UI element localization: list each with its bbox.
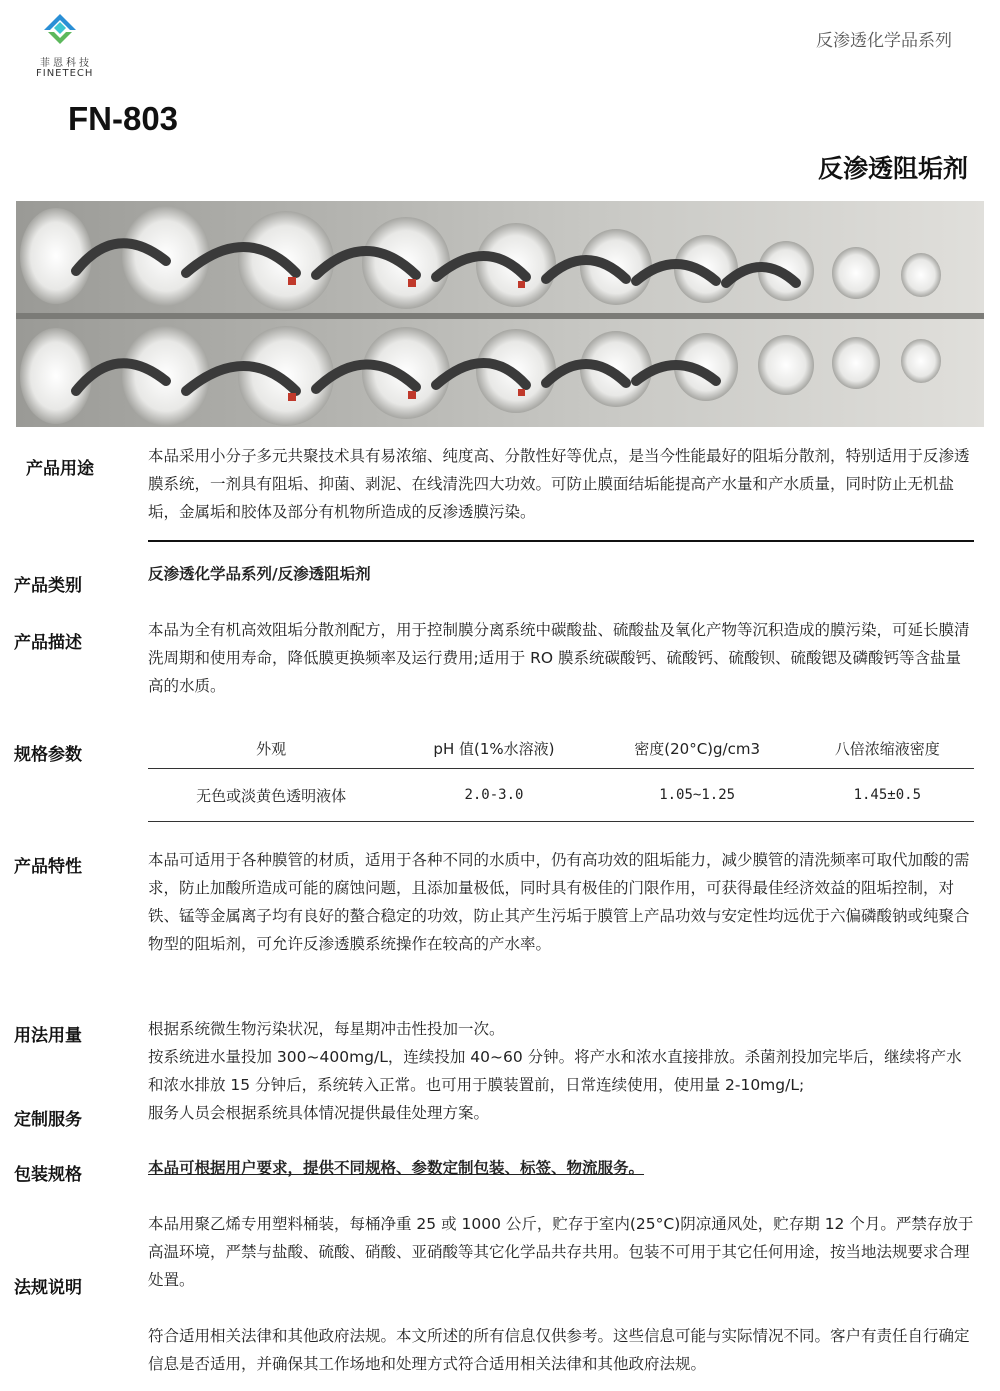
category-label: 产品类别 <box>14 576 82 596</box>
spec-value-appearance: 无色或淡黄色透明液体 <box>148 769 394 822</box>
usage-text: 本品采用小分子多元共聚技术具有易浓缩、纯度高、分散性好等优点，是当今性能最好的阻垢分散剂，特别适用于反渗透膜系统，一剂具有阻垢、抑菌、剥泥、在线清洗四大功效。可防止膜面结垢能提高产水量和产水质量，同时防止无机盐垢，金属垢和胶体及部分有机物所造成的反渗透膜污染。 <box>148 447 970 521</box>
spec-value-row <box>148 769 974 822</box>
packaging-text: 本品可根据用户要求，提供不同规格、参数定制包装、标签、物流服务。 <box>148 1159 645 1177</box>
usage-label: 产品用途 <box>26 459 94 479</box>
dosage-text <box>148 1015 974 1127</box>
spec-header-ph: pH 值(1%水溶液) <box>394 728 593 769</box>
product-code: FN-803 <box>68 100 179 137</box>
logo-chinese-name: 菲恩科技 <box>40 58 92 69</box>
spec-header-row <box>148 728 974 769</box>
logo-english-name: FINETECH <box>36 68 94 79</box>
section-divider <box>148 540 974 542</box>
dosage-line-3: 服务人员会根据系统具体情况提供最佳处理方案。 <box>148 1104 490 1122</box>
product-title: 反渗透阻垢剂 <box>817 154 968 183</box>
packaging-label: 包装规格 <box>14 1165 82 1185</box>
spec-header-concentrate-density: 八倍浓缩液密度 <box>801 728 974 769</box>
custom-service-label: 定制服务 <box>14 1110 82 1130</box>
spec-value-density: 1.05~1.25 <box>594 769 801 822</box>
features-label: 产品特性 <box>14 857 82 877</box>
features-text: 本品可适用于各种膜管的材质，适用于各种不同的水质中，仍有高功效的阻垢能力，减少膜管的清洗频率可取代加酸的需求，防止加酸所造成可能的腐蚀问题，且添加量极低，同时具有极佳的门限作用，可获得最佳经济效益的阻垢控制，对铁、锰等金属离子均有良好的螯合稳定的功效，防止其产生污垢于膜管上产品功效与安定性均远优于六偏磷酸钠或纯聚合物型的阻垢剂，可允许反渗透膜系统操作在较高的产水率。 <box>148 851 970 953</box>
dosage-label: 用法用量 <box>14 1026 82 1046</box>
description-text: 本品为全有机高效阻垢分散剂配方，用于控制膜分离系统中碳酸盐、硫酸盐及氧化产物等沉积造成的膜污染，可延长膜清洗周期和使用寿命，降低膜更换频率及运行费用;适用于 RO 膜系统碳酸钙、硫酸钙、硫酸钡、硫酸锶及磷酸钙等含盐量高的水质。 <box>148 621 970 695</box>
regulation-label: 法规说明 <box>14 1278 82 1298</box>
dosage-line-1: 根据系统微生物污染状况，每星期冲击性投加一次。 <box>148 1020 505 1038</box>
storage-text: 本品用聚乙烯专用塑料桶装，每桶净重 25 或 1000 公斤，贮存于室内(25°C)阴凉通风处，贮存期 12 个月。严禁存放于高温环境，严禁与盐酸、硫酸、硝酸、亚硝酸等其它化学品共存共用。包装不可用于其它任何用途，按当地法规要求合理处置。 <box>148 1215 974 1289</box>
series-title: 反渗透化学品系列 <box>816 31 952 51</box>
spec-value-concentrate-density: 1.45±0.5 <box>801 769 974 822</box>
regulation-text: 符合适用相关法律和其他政府法规。本文所述的所有信息仅供参考。这些信息可能与实际情况不同。客户有责任自行确定信息是否适用，并确保其工作场地和处理方式符合适用相关法律和其他政府法规。 <box>148 1327 970 1373</box>
spec-table <box>148 728 974 822</box>
spec-header-density: 密度(20°C)g/cm3 <box>594 728 801 769</box>
spec-label: 规格参数 <box>14 745 82 765</box>
spec-value-ph: 2.0-3.0 <box>394 769 593 822</box>
spec-header-appearance: 外观 <box>148 728 394 769</box>
description-label: 产品描述 <box>14 633 82 653</box>
category-text: 反渗透化学品系列/反渗透阻垢剂 <box>148 565 371 583</box>
ro-membrane-photo <box>16 201 984 427</box>
finetech-logo-icon <box>42 12 78 48</box>
dosage-line-2: 按系统进水量投加 300~400mg/L，连续投加 40~60 分钟。将产水和浓水直接排放。杀菌剂投加完毕后，继续将产水和浓水排放 15 分钟后，系统转入正常。也可用于膜装置前，日常连续使用，使用量 2-10mg/L; <box>148 1048 962 1094</box>
